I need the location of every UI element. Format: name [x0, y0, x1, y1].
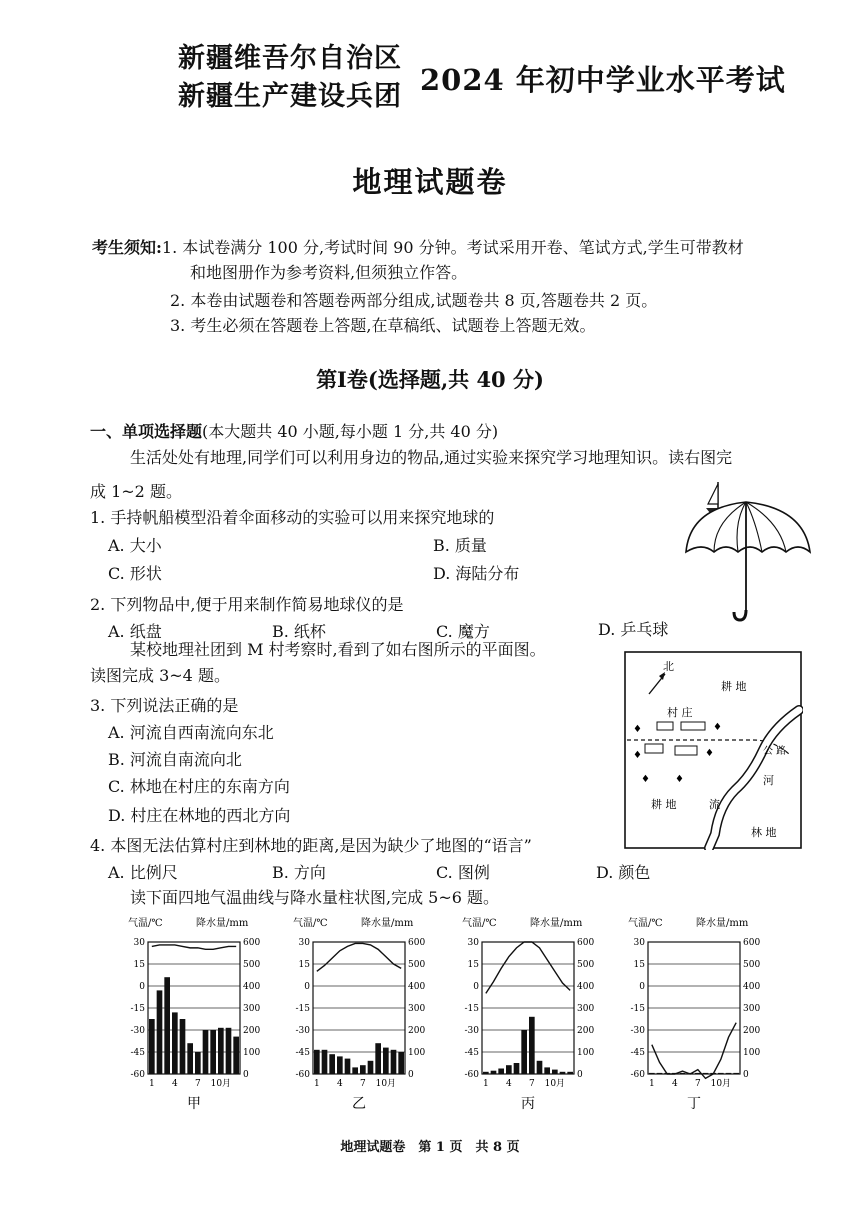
svg-text:♦: ♦ [641, 774, 650, 785]
precip-tick: 200 [408, 1026, 426, 1036]
umbrella-figure [680, 478, 830, 648]
q1-option-d: D. 海陆分布 [433, 564, 520, 583]
precip-bar [521, 1030, 527, 1074]
map-river-label: 河 [763, 774, 774, 787]
q2-stem: 2. 下列物品中,便于用来制作简易地球仪的是 [90, 595, 404, 614]
climate-chart-2 [283, 912, 433, 1130]
chart-name: 丁 [687, 1096, 701, 1112]
q1-option-a: A. 大小 [108, 536, 162, 555]
precip-bar [544, 1067, 550, 1074]
precip-tick: 600 [577, 938, 595, 948]
temp-tick: 0 [473, 982, 479, 992]
precip-bar [157, 990, 163, 1074]
q3-option-c: C. 林地在村庄的东南方向 [108, 777, 290, 796]
svg-text:♦: ♦ [675, 774, 684, 785]
region-line1: 新疆维吾尔自治区 [178, 43, 402, 74]
precip-tick: 0 [408, 1070, 414, 1080]
precip-bar [352, 1067, 358, 1074]
precip-bar [149, 1019, 155, 1074]
precip-bar [680, 1073, 686, 1074]
precip-bar [383, 1048, 389, 1074]
map-road-label: 公 路 [763, 746, 787, 757]
precip-tick: 300 [577, 1004, 595, 1014]
temp-tick: 30 [133, 938, 145, 948]
precip-bar [218, 1028, 224, 1074]
intro1-line1: 生活处处有地理,同学们可以利用身边的物品,通过实验来探究学习地理知识。读右图完 [130, 448, 733, 467]
precip-bar [314, 1050, 320, 1074]
chart-name: 甲 [187, 1096, 201, 1112]
precip-bar [703, 1073, 709, 1074]
svg-text:♦: ♦ [713, 722, 722, 733]
month-tick: 1 [148, 1079, 155, 1089]
temp-tick: 30 [633, 938, 645, 948]
temp-tick: 0 [139, 982, 145, 992]
month-tick: 7 [194, 1079, 201, 1089]
q2-option-d: D. 乒乓球 [598, 620, 669, 639]
precip-tick: 400 [743, 982, 761, 992]
month-tick: 4 [671, 1079, 678, 1089]
precip-tick: 500 [743, 960, 761, 970]
precip-tick: 400 [408, 982, 426, 992]
precip-bar [537, 1061, 543, 1074]
precip-axis-label: 降水量/mm [196, 918, 249, 929]
q4-option-c: C. 图例 [436, 863, 490, 882]
precip-tick: 300 [408, 1004, 426, 1014]
precip-tick: 200 [243, 1026, 261, 1036]
temp-axis-label: 气温/℃ [128, 918, 163, 929]
precip-bar [337, 1056, 343, 1074]
precip-tick: 100 [743, 1048, 761, 1058]
notice-item1a: 1. 本试卷满分 100 分,考试时间 90 分钟。考试采用开卷、笔试方式,学生可带教材 [161, 238, 744, 257]
precip-bar [368, 1061, 374, 1074]
month-tick: 1 [648, 1079, 655, 1089]
precip-bar [718, 1073, 724, 1074]
precip-tick: 0 [577, 1070, 583, 1080]
temperature-line [317, 943, 401, 971]
precip-tick: 300 [243, 1004, 261, 1014]
intro3: 读下面四地气温曲线与降水量柱状图,完成 5~6 题。 [130, 888, 500, 907]
precip-bar [329, 1054, 335, 1074]
notice-line1 [92, 236, 744, 260]
month-tick: 10月 [210, 1079, 232, 1089]
precip-bar [210, 1030, 216, 1074]
precip-bar [195, 1052, 201, 1074]
month-tick: 10月 [375, 1079, 397, 1089]
temp-tick: -45 [464, 1048, 479, 1058]
precip-bar [398, 1052, 404, 1074]
month-tick: 7 [528, 1079, 535, 1089]
temp-tick: 0 [639, 982, 645, 992]
notice-label: 考生须知: [92, 238, 162, 257]
precip-bar [375, 1043, 381, 1074]
precip-tick: 600 [743, 938, 761, 948]
map-forest-label: 林 地 [751, 826, 777, 839]
precip-bar [180, 1019, 186, 1074]
notice-item1b: 和地图册作为参考资料,但须独立作答。 [190, 263, 468, 282]
precip-bar [233, 1037, 239, 1074]
month-tick: 10月 [710, 1079, 732, 1089]
precip-bar [483, 1072, 489, 1074]
precip-bar [552, 1070, 558, 1074]
chart-name: 丙 [521, 1096, 535, 1112]
region-block [178, 40, 402, 116]
month-tick: 4 [336, 1079, 343, 1089]
map-north-label: 北 [663, 660, 674, 673]
temp-tick: 15 [467, 960, 479, 970]
q2-option-b: B. 纸杯 [272, 622, 326, 641]
precip-tick: 500 [408, 960, 426, 970]
q4-stem: 4. 本图无法估算村庄到林地的距离,是因为缺少了地图的“语言” [90, 836, 532, 855]
climate-chart-1 [118, 912, 268, 1130]
temp-tick: -30 [464, 1026, 479, 1036]
precip-tick: 600 [243, 938, 261, 948]
precip-bar [514, 1063, 520, 1074]
svg-text:♦: ♦ [633, 750, 642, 761]
temp-tick: -45 [630, 1048, 645, 1058]
notice-item2: 2. 本卷由试题卷和答题卷两部分组成,试题卷共 8 页,答题卷共 2 页。 [170, 291, 658, 310]
temp-axis-label: 气温/℃ [462, 918, 497, 929]
q2-option-a: A. 纸盘 [108, 622, 162, 641]
temp-tick: -15 [630, 1004, 645, 1014]
precip-bar [226, 1028, 232, 1074]
part1-desc: (本大题共 40 小题,每小题 1 分,共 40 分) [202, 422, 499, 441]
precip-bar [726, 1073, 732, 1074]
precip-bar [567, 1072, 573, 1074]
page-footer: 地理试题卷 第 1 页 共 8 页 [340, 1140, 520, 1155]
precip-tick: 0 [743, 1070, 749, 1080]
precip-tick: 500 [243, 960, 261, 970]
precip-tick: 200 [577, 1026, 595, 1036]
temp-tick: 15 [133, 960, 145, 970]
map-farmland-top: 耕 地 [721, 680, 747, 693]
precip-tick: 600 [408, 938, 426, 948]
q1-option-b: B. 质量 [433, 536, 487, 555]
precip-bar [733, 1073, 739, 1074]
precip-bar [322, 1050, 328, 1074]
q1-stem: 1. 手持帆船模型沿着伞面移动的实验可以用来探究地球的 [90, 508, 495, 527]
village-map [623, 650, 803, 850]
temperature-line [152, 945, 236, 949]
map-farmland-bottom: 耕 地 [651, 798, 677, 811]
map-village-label: 村 庄 [667, 706, 693, 719]
part1-label: 一、单项选择题 [90, 422, 203, 441]
precip-bar [491, 1071, 497, 1074]
temp-tick: -30 [295, 1026, 310, 1036]
month-tick: 4 [505, 1079, 512, 1089]
temp-tick: -60 [630, 1070, 645, 1080]
precip-tick: 200 [743, 1026, 761, 1036]
temp-tick: 30 [298, 938, 310, 948]
month-tick: 7 [694, 1079, 701, 1089]
q3-stem: 3. 下列说法正确的是 [90, 696, 239, 715]
intro1-line2: 成 1~2 题。 [90, 482, 182, 501]
temp-axis-label: 气温/℃ [628, 918, 663, 929]
precip-bar [498, 1069, 504, 1075]
precip-tick: 100 [577, 1048, 595, 1058]
intro2-line1: 某校地理社团到 M 村考察时,看到了如右图所示的平面图。 [130, 640, 546, 659]
precip-bar [695, 1073, 701, 1074]
exam-title: 2024 年初中学业水平考试 [420, 63, 786, 97]
temp-tick: 30 [467, 938, 479, 948]
doc-title: 地理试题卷 [352, 165, 508, 199]
precip-bar [649, 1073, 655, 1074]
temp-tick: -45 [130, 1048, 145, 1058]
temperature-line [652, 1023, 736, 1079]
precip-bar [172, 1012, 178, 1074]
month-tick: 1 [313, 1079, 320, 1089]
precip-bar [506, 1065, 512, 1074]
temp-axis-label: 气温/℃ [293, 918, 328, 929]
q3-option-a: A. 河流自西南流向东北 [108, 723, 274, 742]
month-tick: 1 [482, 1079, 489, 1089]
precip-tick: 0 [243, 1070, 249, 1080]
part1-heading [90, 420, 498, 444]
intro2-line2: 读图完成 3~4 题。 [90, 666, 230, 685]
month-tick: 10月 [544, 1079, 566, 1089]
precip-bar [391, 1050, 397, 1074]
temp-tick: -60 [295, 1070, 310, 1080]
precip-bar [657, 1073, 663, 1074]
q4-option-d: D. 颜色 [596, 863, 651, 882]
temp-tick: -15 [130, 1004, 145, 1014]
precip-bar [164, 977, 170, 1074]
svg-text:♦: ♦ [633, 724, 642, 735]
temp-tick: -30 [630, 1026, 645, 1036]
precip-bar [345, 1059, 351, 1074]
temp-tick: 0 [304, 982, 310, 992]
precip-bar [360, 1065, 366, 1074]
temp-tick: -60 [130, 1070, 145, 1080]
precip-tick: 300 [743, 1004, 761, 1014]
q1-option-c: C. 形状 [108, 564, 162, 583]
temp-tick: 15 [298, 960, 310, 970]
region-line2: 新疆生产建设兵团 [178, 81, 402, 112]
month-tick: 4 [171, 1079, 178, 1089]
precip-axis-label: 降水量/mm [696, 918, 749, 929]
temp-tick: -15 [464, 1004, 479, 1014]
precip-tick: 100 [243, 1048, 261, 1058]
precip-axis-label: 降水量/mm [530, 918, 583, 929]
q4-option-a: A. 比例尺 [108, 863, 178, 882]
q3-option-b: B. 河流自南流向北 [108, 750, 242, 769]
precip-bar [529, 1017, 535, 1074]
precip-bar [203, 1030, 209, 1074]
temp-tick: -45 [295, 1048, 310, 1058]
chart-name: 乙 [352, 1096, 366, 1112]
precip-tick: 400 [577, 982, 595, 992]
umbrella-icon [686, 502, 810, 620]
climate-chart-4 [618, 912, 768, 1130]
svg-text:♦: ♦ [705, 748, 714, 759]
precip-bar [187, 1043, 193, 1074]
temp-tick: -15 [295, 1004, 310, 1014]
q4-option-b: B. 方向 [272, 863, 326, 882]
map-flow-label: 流 [709, 798, 720, 811]
climate-chart-3 [452, 912, 602, 1130]
temp-tick: -30 [130, 1026, 145, 1036]
precip-bar [560, 1072, 566, 1074]
temp-tick: -60 [464, 1070, 479, 1080]
precip-axis-label: 降水量/mm [361, 918, 414, 929]
precip-tick: 500 [577, 960, 595, 970]
notice-item3: 3. 考生必须在答题卷上答题,在草稿纸、试题卷上答题无效。 [170, 316, 596, 335]
q3-option-d: D. 村庄在林地的西北方向 [108, 806, 291, 825]
section-title: 第Ⅰ卷(选择题,共 40 分) [316, 367, 544, 392]
precip-tick: 100 [408, 1048, 426, 1058]
month-tick: 7 [359, 1079, 366, 1089]
precip-tick: 400 [243, 982, 261, 992]
q2-option-c: C. 魔方 [436, 622, 490, 641]
temp-tick: 15 [633, 960, 645, 970]
